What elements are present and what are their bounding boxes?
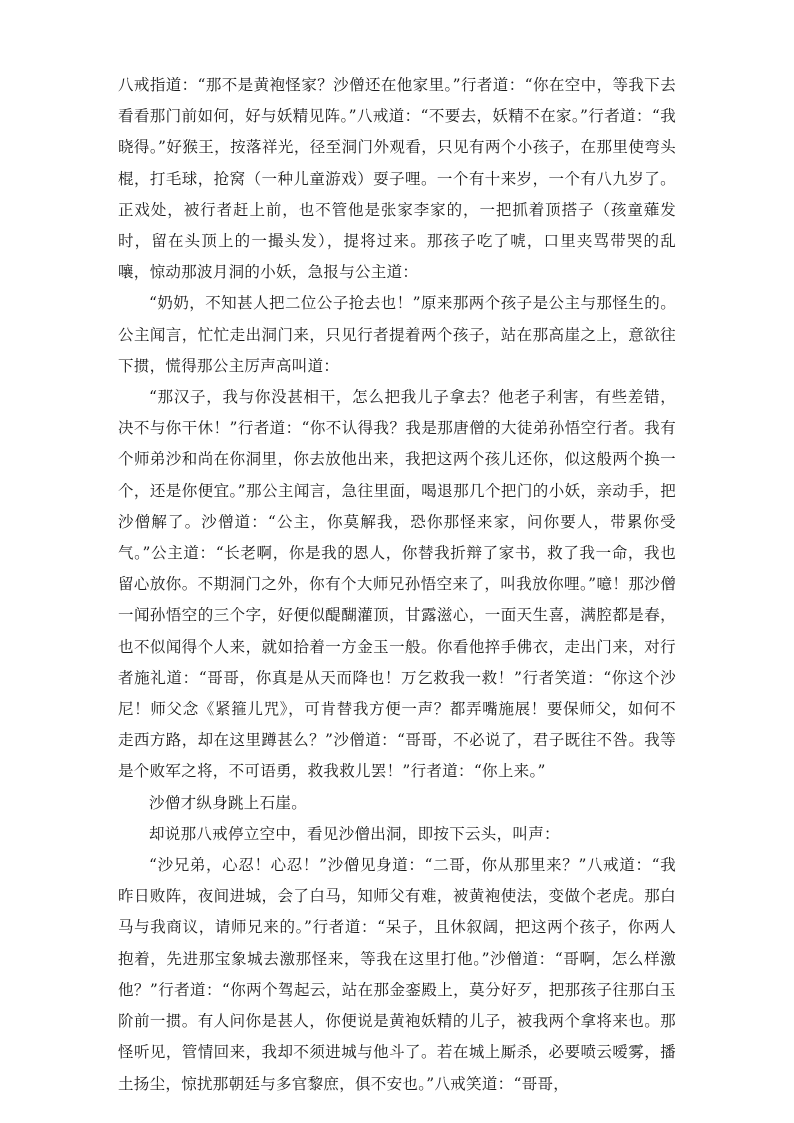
- body-text: [118, 70, 676, 1100]
- paragraph: 沙僧才纵身跳上石崖。: [149, 793, 308, 812]
- paragraph: “那汉子，我与你没甚相干，怎么把我儿子拿去？他老子利害，有些差错，决不与你干休！”行者道：“你不认得我？我是那唐僧的大徒弟孙悟空行者。我有个师弟沙和尚在你洞里，你去放他出来，我把这两个孩儿还你，似这般两个换一个，还是你便宜。”那公主闻言，急往里面，喝退那几个把门的小妖，亲动手，把沙僧解了。沙僧道：“公主，你莫解我，恐你那怪来家，问你要人，带累你受气。”公主道：“长老啊，你是我的恩人，你替我折辩了家书，救了我一命，我也留心放你。不期洞门之外，你有个大师兄孙悟空来了，叫我放你哩。”噫！那沙僧一闻孙悟空的三个字，好便似醍醐灌顶，甘露滋心，一面天生喜，满腔都是春，也不似闻得个人来，就如拾着一方金玉一般。你看他捽手佛衣，走出门来，对行者施礼道：“哥哥，你真是从天而降也！万乞救我一救！”行者笑道：“你这个沙尼！师父念《紧箍儿咒》，可肯替我方便一声？都弄嘴施展！要保师父，如何不走西方路，却在这里蹲甚么？”沙僧道：“哥哥，不必说了，君子既往不咎。我等是个败军之将，不可语勇，救我救儿罢！”行者道：“你上来。”: [118, 388, 676, 781]
- paragraph: 却说那八戒停立空中，看见沙僧出洞，即按下云头，叫声：: [149, 824, 560, 843]
- paragraph: 八戒指道：“那不是黄袍怪家？沙僧还在他家里。”行者道：“你在空中，等我下去看看那门前如何，好与妖精见阵。”八戒道：“不要去，妖精不在家。”行者道：“我晓得。”好猴王，按落祥光，径至洞门外观看，只见有两个小孩子，在那里使弯头棍，打毛球，抢窝（一种儿童游戏）耍子哩。一个有十来岁，一个有八九岁了。正戏处，被行者赶上前，也不管他是张家李家的，一把抓着顶搭子（孩童薙发时，留在头顶上的一撮头发），提将过来。那孩子吃了唬，口里夹骂带哭的乱嚷，惊动那波月洞的小妖，急报与公主道：: [118, 76, 676, 282]
- paragraph: “沙兄弟，心忍！心忍！”沙僧见身道：“二哥，你从那里来？”八戒道：“我昨日败阵，夜间进城，会了白马，知师父有难，被黄袍使法，变做个老虎。那白马与我商议，请师兄来的。”行者道：“呆子，且休叙阔，把这两个孩子，你两人抱着，先进那宝象城去激那怪来，等我在这里打他。”沙僧道：“哥啊，怎么样激他？”行者道：“你两个驾起云，站在那金銮殿上，莫分好歹，把那孩子往那白玉阶前一掼。有人问你是甚人，你便说是黄袍妖精的儿子，被我两个拿将来也。那怪听见，管情回来，我却不须进城与他斗了。若在城上厮杀，必要喷云嗳雾，播土扬尘，惊扰那朝廷与多官黎庶，俱不安也。”八戒笑道：“哥哥，: [118, 856, 676, 1093]
- paragraph: “奶奶，不知甚人把二位公子抢去也！”原来那两个孩子是公主与那怪生的。公主闻言，忙忙走出洞门来，只见行者提着两个孩子，站在那高崖之上，意欲往下掼，慌得那公主厉声高叫道：: [118, 294, 676, 375]
